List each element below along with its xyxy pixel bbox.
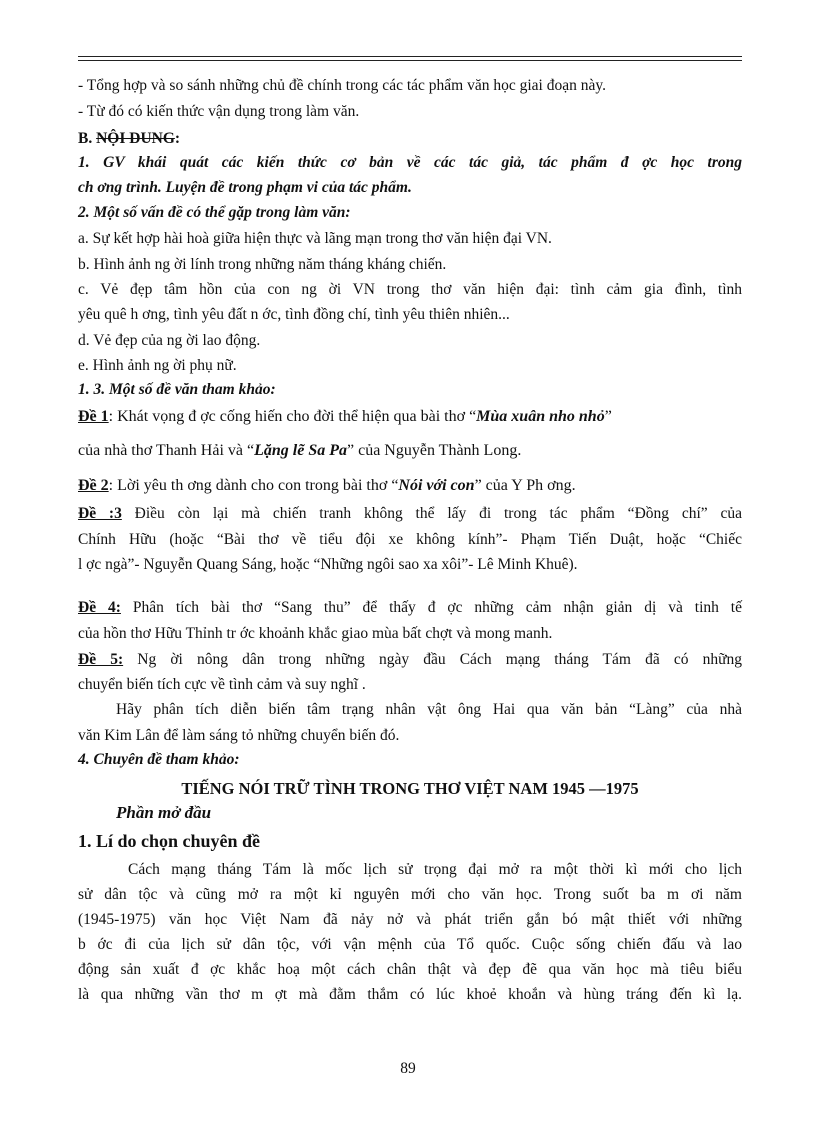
exercise-1-l2b: ” của Nguyễn Thành Long. (347, 442, 522, 459)
part-heading: Phần mở đầu (116, 803, 212, 822)
item-c-line-2: yêu quê h ơng, tình yêu đất n ớc, tình đồng chí, tình yêu thiên nhiên... (78, 306, 510, 323)
exercise-1-label: Đề 1 (78, 408, 109, 425)
exercise-1-text: : Khát vọng đ ợc cống hiến cho đời thể hiện qua bài thơ “ (108, 408, 477, 425)
exercise-4-line-1 (78, 598, 742, 618)
exercise-1-quote-end: ” (604, 408, 612, 425)
exercise-1-line-1 (78, 407, 742, 427)
section-b-colon: : (174, 130, 181, 147)
exercise-5-label: Đề 5: (78, 651, 124, 668)
exercise-3-line-1 (78, 504, 742, 524)
exercise-5-line-4: văn Kim Lân để làm sáng tỏ những chuyển biến đó. (78, 727, 400, 744)
heading-2: 2. Một số vấn đề có thể gặp trong làm văn: (78, 204, 351, 221)
heading-3: 1. 3. Một số đề văn tham khảo: (78, 381, 276, 398)
exercise-5-text: Ng ời nông dân trong những ngày đầu Cách mạng tháng Tám đã có những (123, 651, 742, 668)
paragraph-line-4: b ớc đi của lịch sử dân tộc, với vận mệnh của Tổ quốc. Cuộc sống chiến đấu và lao (78, 936, 742, 953)
section-b-label: B. (78, 130, 97, 147)
page-number: 89 (400, 1060, 416, 1077)
item-b: b. Hình ảnh ng ời lính trong những năm tháng kháng chiến. (78, 256, 447, 273)
topic-title: TIẾNG NÓI TRỮ TÌNH TRONG THƠ VIỆT NAM 1945 —1975 (181, 779, 639, 798)
intro-line-2: - Từ đó có kiến thức vận dụng trong làm văn. (78, 103, 360, 120)
heading-4: 4. Chuyên đề tham khảo: (78, 751, 240, 768)
exercise-3-label: Đề :3 (78, 505, 122, 522)
paragraph-line-1: Cách mạng tháng Tám là mốc lịch sử trọng đại mở ra một thời kì mới cho lịch (128, 861, 742, 878)
item-d: d. Vẻ đẹp của ng ời lao động. (78, 332, 261, 349)
header-rule-bottom (78, 60, 742, 61)
exercise-1-work: Lặng lẽ Sa Pa (254, 442, 347, 459)
section-b-title: NỘI DUNG (96, 130, 175, 147)
exercise-2 (78, 476, 742, 496)
exercise-5-line-3: Hãy phân tích diễn biến tâm trạng nhân vật ông Hai qua văn bản “Làng” của nhà (116, 701, 742, 718)
heading-1-line-2: ch ơng trình. Luyện đề trong phạm vi của tác phẩm. (78, 179, 412, 196)
section-b-heading (78, 129, 742, 149)
exercise-5-line-2: chuyển biến tích cực về tình cảm và suy nghĩ . (78, 676, 366, 693)
exercise-4-label: Đề 4: (78, 599, 121, 616)
heading-1-line-1: 1. GV khái quát các kiến thức cơ bản về các tác giả, tác phẩm đ ợc học trong (78, 154, 742, 171)
exercise-2-text-end: ” của Y Ph ơng. (474, 477, 576, 494)
exercise-2-text: : Lời yêu th ơng dành cho con trong bài thơ “ (108, 477, 399, 494)
exercise-3-line-2: Chính Hữu (hoặc “Bài thơ về tiểu đội xe không kính”- Phạm Tiến Duật, hoặc “Chiếc (78, 531, 742, 548)
paragraph-line-6: là qua những vần thơ m ợt mà đằm thắm có lúc khoẻ khoắn và hùng tráng đến kì lạ. (78, 986, 742, 1003)
exercise-4-line-2: của hồn thơ Hữu Thỉnh tr ớc khoảnh khắc giao mùa bất chợt và mong manh. (78, 625, 553, 642)
intro-line-1: - Tổng hợp và so sánh những chủ đề chính trong các tác phẩm văn học giai đoạn này. (78, 77, 606, 94)
paragraph-line-3: (1945-1975) văn học Việt Nam đã nảy nở và phát triển gắn bó mật thiết với những (78, 911, 742, 928)
exercise-1-line-2 (78, 441, 742, 461)
exercise-2-poem: Nói với con (398, 477, 475, 494)
item-e: e. Hình ảnh ng ời phụ nữ. (78, 357, 237, 374)
paragraph-line-2: sử dân tộc và cũng mở ra một kỉ nguyên mới cho văn học. Trong suốt ba m ơi năm (78, 886, 742, 903)
paragraph-line-5: động sản xuất đ ợc khắc hoạ một cách chân thật và đẹp đẽ qua văn học mà tiêu biểu (78, 961, 742, 978)
item-a: a. Sự kết hợp hài hoà giữa hiện thực và lãng mạn trong thơ văn hiện đại VN. (78, 230, 552, 247)
exercise-4-text: Phân tích bài thơ “Sang thu” để thấy đ ợc những cảm nhận giản dị và tinh tế (120, 599, 742, 616)
exercise-1-poem: Mùa xuân nho nhỏ (476, 408, 605, 425)
exercise-5-line-1 (78, 650, 742, 670)
header-rule-top (78, 56, 742, 57)
exercise-1-l2a: của nhà thơ Thanh Hải và “ (78, 442, 255, 459)
exercise-2-label: Đề 2 (78, 477, 109, 494)
item-c-line-1: c. Vẻ đẹp tâm hồn của con ng ời VN trong thơ văn hiện đại: tình cảm gia đình, tình (78, 281, 742, 298)
exercise-3-line-3: l ợc ngà”- Nguyễn Quang Sáng, hoặc “Những ngôi sao xa xôi”- Lê Minh Khuê). (78, 556, 578, 573)
section-1-heading: 1. Lí do chọn chuyên đề (78, 831, 261, 851)
exercise-3-text: Điều còn lại mà chiến tranh không thể lấy đi trong tác phẩm “Đồng chí” của (121, 505, 742, 522)
